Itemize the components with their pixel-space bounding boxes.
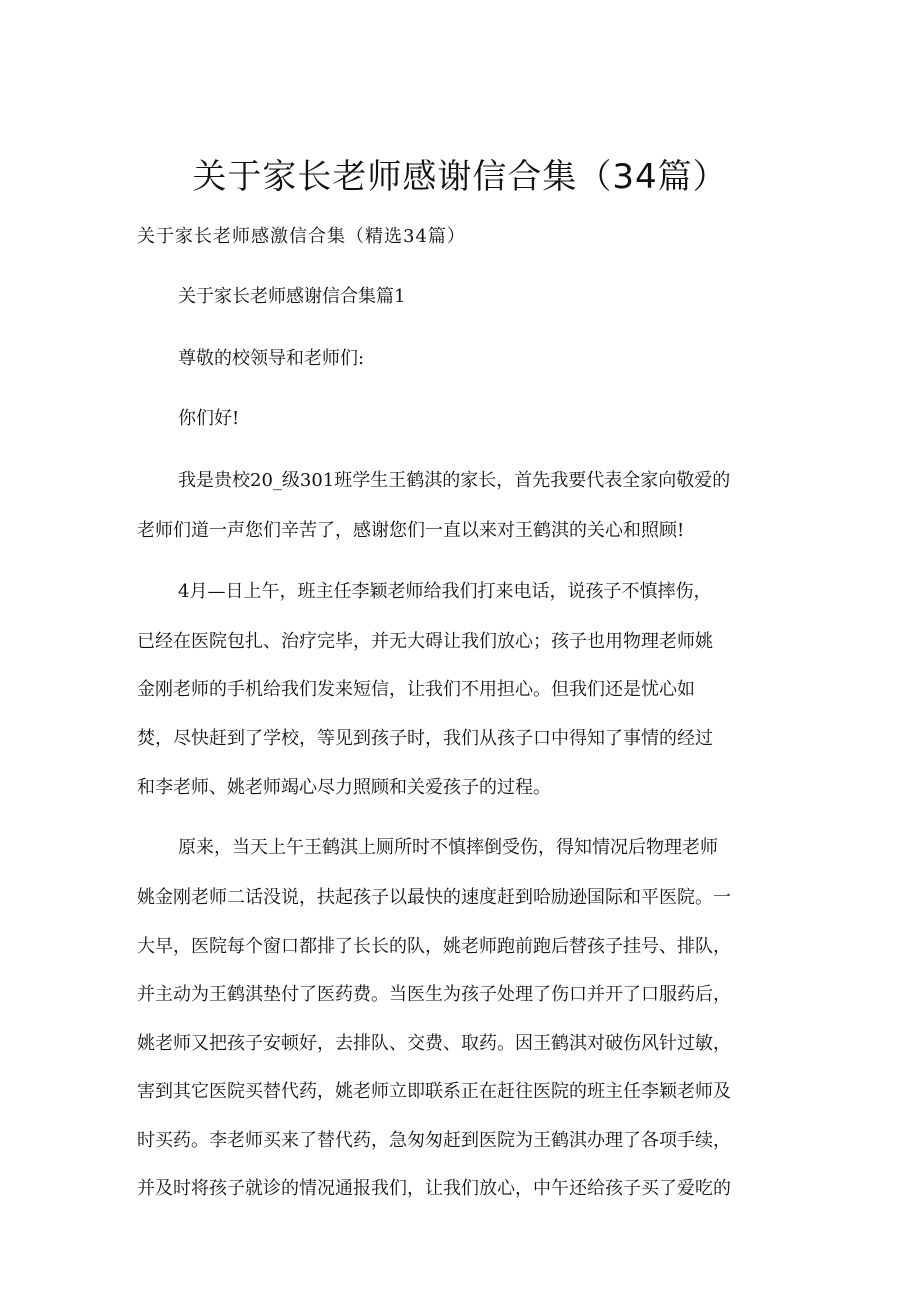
paragraph-line: 已经在医院包扎、治疗完毕，并无大碍让我们放心；孩子也用物理老师姚 bbox=[137, 631, 713, 652]
document-subtitle: 关于家长老师感激信合集（精选34篇） bbox=[137, 226, 466, 247]
paragraph-line: 时买药。李老师买来了替代药，急匆匆赶到医院为王鹤淇办理了各项手续， bbox=[137, 1130, 731, 1151]
paragraph-line: 4月—日上午，班主任李颖老师给我们打来电话，说孩子不慎摔伤， bbox=[178, 581, 712, 602]
paragraph-line: 害到其它医院买替代药，姚老师立即联系正在赶往医院的班主任李颖老师及 bbox=[137, 1081, 731, 1102]
paragraph-line: 和李老师、姚老师竭心尽力照顾和关爱孩子的过程。 bbox=[137, 777, 551, 798]
greeting: 你们好! bbox=[178, 408, 240, 429]
paragraph-line: 原来，当天上午王鹤淇上厕所时不慎摔倒受伤，得知情况后物理老师 bbox=[178, 837, 718, 858]
paragraph-line: 姚金刚老师二话没说，扶起孩子以最快的速度赶到哈励逊国际和平医院。一 bbox=[137, 887, 731, 908]
paragraph-line: 姚老师又把孩子安顿好，去排队、交费、取药。因王鹤淇对破伤风针过敏， bbox=[137, 1033, 731, 1054]
salutation: 尊敬的校领导和老师们: bbox=[178, 348, 365, 369]
paragraph-line: 我是贵校20_级301班学生王鹤淇的家长，首先我要代表全家向敬爱的 bbox=[178, 470, 731, 491]
paragraph-line: 金刚老师的手机给我们发来短信，让我们不用担心。但我们还是忧心如 bbox=[137, 679, 695, 700]
paragraph-line: 大早，医院每个窗口都排了长长的队，姚老师跑前跑后替孩子挂号、排队， bbox=[137, 936, 731, 957]
paragraph-line: 焚，尽快赶到了学校，等见到孩子时，我们从孩子口中得知了事情的经过 bbox=[137, 728, 713, 749]
paragraph-line: 并主动为王鹤淇垫付了医药费。当医生为孩子处理了伤口并开了口服药后， bbox=[137, 984, 731, 1005]
paragraph-line: 并及时将孩子就诊的情况通报我们，让我们放心，中午还给孩子买了爱吃的 bbox=[137, 1178, 731, 1199]
paragraph-line: 老师们道一声您们辛苦了，感谢您们一直以来对王鹤淇的关心和照顾! bbox=[137, 520, 685, 541]
section-heading: 关于家长老师感谢信合集篇1 bbox=[178, 286, 406, 307]
document-title: 关于家长老师感谢信合集（34篇） bbox=[192, 157, 728, 197]
